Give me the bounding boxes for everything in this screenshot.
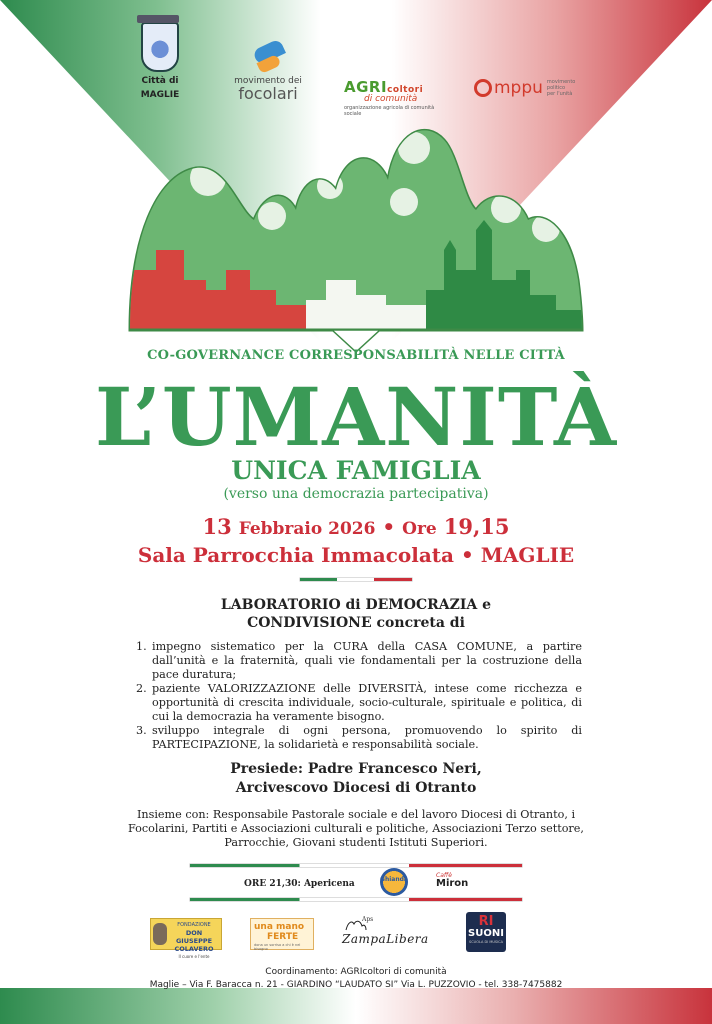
logo-mppu (474, 78, 584, 98)
maglie-line1: Città di (141, 76, 179, 86)
mppu-tag: movimento politico per l'unità (546, 79, 576, 97)
event-venue: Sala Parrocchia Immacolata • MAGLIE (137, 543, 575, 567)
point-text: impegno sistematico per la CURA della CASA COMUNE, a partire dall’unità e la fraternità, quali vie fondamentali per la costruzione della pace duratura; (152, 640, 582, 681)
list-item (136, 724, 582, 752)
laboratorio-heading (0, 596, 712, 632)
hills-city-illustration (126, 120, 586, 360)
headline: L’UMANITÀ (94, 370, 618, 464)
sponsor-zampalibera-logo (342, 916, 429, 950)
event-sep: • (382, 515, 396, 539)
suoni-l3: SCUOLA DI MUSICA (468, 940, 504, 944)
point-number: 3. (136, 724, 147, 737)
point-number: 2. (136, 682, 147, 695)
event-month-year: Febbraio 2026 (238, 519, 376, 539)
zampa-l2: ZampaLibera (342, 932, 429, 946)
event-day: 13 (202, 514, 232, 539)
tricolor-background-bottom (0, 988, 712, 1024)
crest-icon (141, 22, 179, 72)
address: Maglie – Via F. Baracca n. 21 - GIARDINO “LAUDATO SI” Via L. PUZZOVIO - tel. 338-7475882 (149, 980, 563, 990)
point-text: sviluppo integrale di ogni persona, promuovendo lo spirito di PARTECIPAZIONE, la solidarietà e responsabilità sociale. (152, 724, 582, 751)
mano-l1: una mano (254, 922, 305, 932)
sponsor-caffe-miron-logo (436, 872, 478, 889)
point-text: paziente VALORIZZAZIONE delle DIVERSITÀ, intese come ricchezza e opportunità di crescita individuale, socio-culturale, spirituale e politica, di cui la democrazia ha veramente bisogno. (152, 682, 582, 723)
mppu-name: mppu (494, 78, 543, 98)
headline-paren: (verso una democrazia partecipativa) (223, 486, 489, 502)
event-time: 19,15 (443, 514, 510, 539)
miron-label: Miron (436, 878, 469, 889)
tricolor-divider-1 (300, 578, 412, 581)
sponsor-una-mano-logo (250, 918, 314, 950)
event-date (0, 514, 712, 539)
apericena-text: ORE 21,30: Apericena (244, 879, 355, 889)
colavero-l2: DON GIUSEPPE COLAVERO (174, 929, 214, 953)
portrait-icon (153, 923, 167, 945)
agri-sup: coltori (387, 85, 424, 95)
suoni-l2: SUONI (468, 928, 504, 939)
colavero-l3: Il cuore e l'ente (178, 954, 210, 959)
mppu-mark-icon (474, 79, 492, 97)
focolari-small: movimento dei (234, 76, 302, 86)
presiede-line2: Arcivescovo Diocesi di Otranto (235, 780, 477, 796)
tricolor-divider-3 (190, 898, 522, 901)
mano-l2: FERTE (267, 932, 299, 942)
tricolor-divider-2 (190, 864, 522, 867)
laboratorio-line2: CONDIVISIONE concreta di (247, 615, 465, 631)
logo-agricoltori (344, 78, 444, 117)
sponsor-colavero-logo (150, 918, 222, 959)
sponsor-risuoni-logo (466, 912, 506, 952)
coordinamento: Coordinamento: AGRIcoltori di comunità (265, 967, 447, 977)
event-ore-label: Ore (402, 519, 437, 539)
laboratorio-line1: LABORATORIO di DEMOCRAZIA e (220, 597, 492, 613)
suoni-l1: RI (478, 914, 494, 929)
maglie-line2: MAGLIE (140, 90, 180, 100)
list-item (136, 640, 582, 682)
agri-sub: di comunità (364, 94, 418, 104)
zampa-l1: Aps (362, 916, 374, 923)
agri-tag: organizzazione agricola di comunità sociale (344, 105, 435, 117)
points-list (136, 640, 582, 752)
focolari-mark-icon (250, 40, 286, 76)
caffe-label: Caffè (436, 872, 452, 879)
agri-main: AGRI (344, 78, 388, 96)
point-number: 1. (136, 640, 147, 653)
sponsor-ghianda-label: Ghianda (380, 876, 408, 883)
mano-l3: dona un sorriso a chi è nel bisogno (254, 943, 301, 951)
sponsor-ghianda-logo (380, 868, 408, 896)
subtitle: CO-GOVERNANCE CORRESPONSABILITÀ NELLE CITTÀ (147, 348, 565, 363)
list-item (136, 682, 582, 724)
logo-focolari (220, 40, 316, 102)
presiede-line1: Presiede: Padre Francesco Neri, (230, 761, 482, 777)
presiede-block (0, 760, 712, 798)
logo-citta-di-maglie (130, 22, 190, 100)
insieme-text: Insieme con: Responsabile Pastorale sociale e del lavoro Diocesi di Otranto, i Focolarini, Partiti e Associazioni culturali e politiche, Associazioni Terzo settore, Parrocchie, Giovani studenti Istituti Superiori. (128, 808, 584, 849)
colavero-l1: FONDAZIONE (177, 922, 211, 928)
focolari-big: focolari (238, 84, 298, 103)
headline-sub: UNICA FAMIGLIA (231, 456, 481, 485)
